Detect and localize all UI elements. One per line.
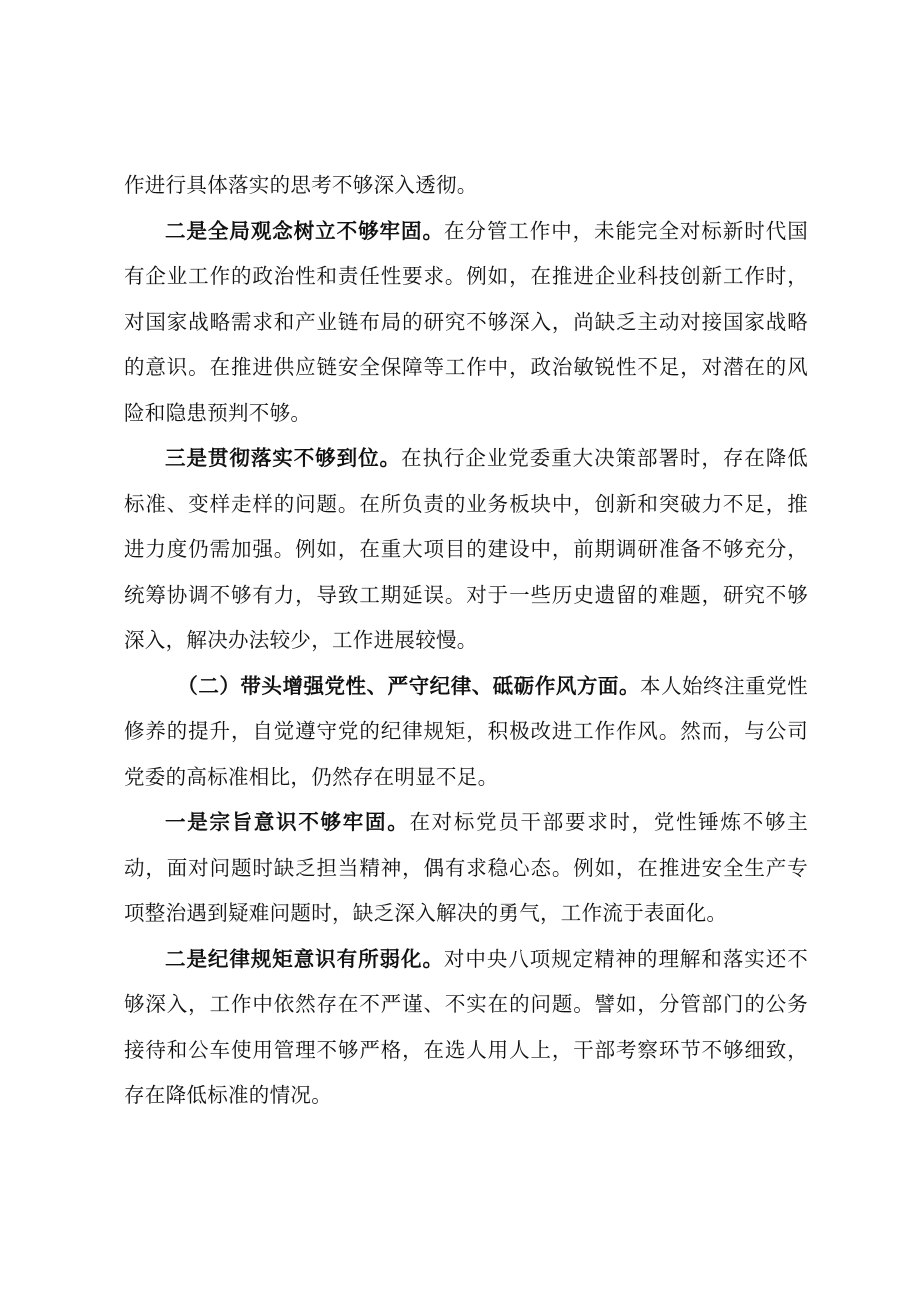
paragraph-text: 本人始终注重党性修养的提升，自觉遵守党的纪律规矩，积极改进工作作风。然而，与公司党委的高标准相比，仍然存在明显不足。	[124, 673, 808, 789]
paragraph-purpose	[124, 800, 808, 937]
document-body	[124, 163, 808, 1119]
paragraph-heading: 一是宗旨意识不够牢固。	[165, 810, 410, 834]
paragraph-global-view	[124, 209, 808, 437]
section-heading-paragraph	[124, 664, 808, 801]
paragraph-text: 作进行具体落实的思考不够深入透彻。	[124, 173, 478, 197]
section-heading: （二）带头增强党性、严守纪律、砥砺作风方面。	[177, 673, 640, 698]
paragraph-heading: 二是纪律规矩意识有所弱化。	[165, 946, 444, 971]
paragraph-text: 对中央八项规定精神的理解和落实还不够深入，工作中依然存在不严谨、不实在的问题。譬如，分管部门的公务接待和公车使用管理不够严格，在选人用人上，干部考察环节不够细致，存在降低标准的情况。	[124, 946, 808, 1107]
paragraph-heading: 二是全局观念树立不够牢固。	[165, 218, 444, 243]
paragraph-heading: 三是贯彻落实不够到位。	[165, 446, 402, 470]
paragraph-discipline	[124, 937, 808, 1119]
paragraph-implementation	[124, 436, 808, 664]
paragraph-continuation	[124, 163, 808, 209]
paragraph-text: 在执行企业党委重大决策部署时，存在降低标准、变样走样的问题。在所负责的业务板块中，创新和突破力不足，推进力度仍需加强。例如，在重大项目的建设中，前期调研准备不够充分，统筹协调不够有力，导致工期延误。对于一些历史遗留的难题，研究不够深入，解决办法较少，工作进展较慢。	[124, 446, 808, 652]
paragraph-text: 在分管工作中，未能完全对标新时代国有企业工作的政治性和责任性要求。例如，在推进企业科技创新工作时，对国家战略需求和产业链布局的研究不够深入，尚缺乏主动对接国家战略的意识。在推进供应链安全保障等工作中，政治敏锐性不足，对潜在的风险和隐患预判不够。	[124, 218, 808, 425]
paragraph-text: 在对标党员干部要求时，党性锤炼不够主动，面对问题时缺乏担当精神，偶有求稳心态。例如，在推进安全生产专项整治遇到疑难问题时，缺乏深入解决的勇气，工作流于表面化。	[124, 810, 808, 925]
